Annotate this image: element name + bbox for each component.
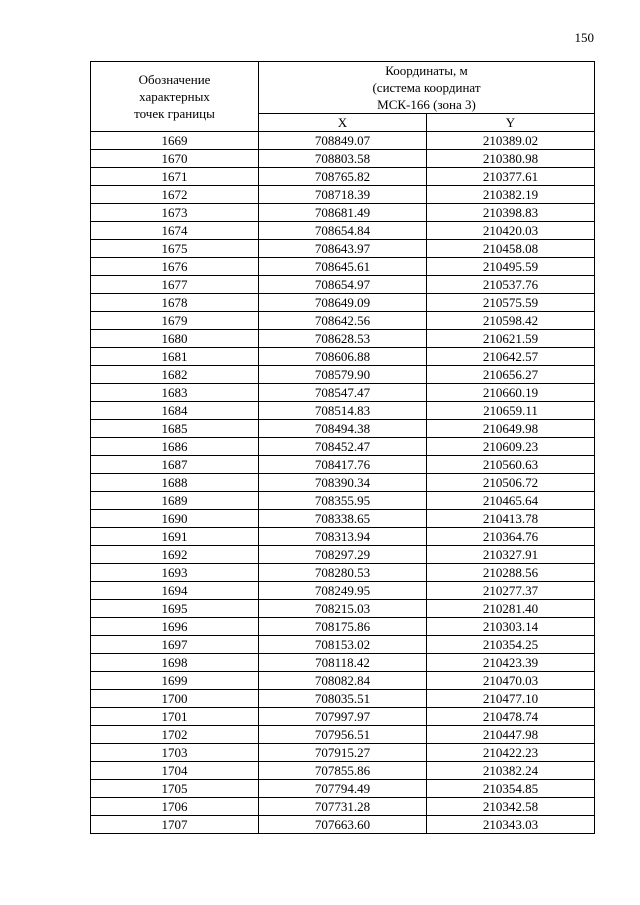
point-id-cell: 1685 <box>91 420 259 438</box>
header-coords-line-1: Координаты, м <box>385 63 468 78</box>
table-row <box>91 528 595 546</box>
point-id-cell: 1678 <box>91 294 259 312</box>
header-coords-line-3: МСК-166 (зона 3) <box>377 97 476 112</box>
y-coordinate-cell: 210354.85 <box>427 780 595 798</box>
y-coordinate-cell: 210649.98 <box>427 420 595 438</box>
point-id-cell: 1680 <box>91 330 259 348</box>
y-coordinate-cell: 210477.10 <box>427 690 595 708</box>
point-id-cell: 1686 <box>91 438 259 456</box>
x-coordinate-cell: 708649.09 <box>259 294 427 312</box>
x-coordinate-cell: 708494.38 <box>259 420 427 438</box>
x-coordinate-cell: 708803.58 <box>259 150 427 168</box>
y-coordinate-cell: 210303.14 <box>427 618 595 636</box>
x-coordinate-cell: 708765.82 <box>259 168 427 186</box>
table-row <box>91 294 595 312</box>
point-id-cell: 1699 <box>91 672 259 690</box>
table-row <box>91 492 595 510</box>
y-coordinate-cell: 210537.76 <box>427 276 595 294</box>
table-row <box>91 636 595 654</box>
y-coordinate-cell: 210423.39 <box>427 654 595 672</box>
point-id-cell: 1696 <box>91 618 259 636</box>
y-coordinate-cell: 210288.56 <box>427 564 595 582</box>
table-row <box>91 186 595 204</box>
point-id-cell: 1684 <box>91 402 259 420</box>
point-id-cell: 1679 <box>91 312 259 330</box>
table-row <box>91 240 595 258</box>
x-coordinate-cell: 708390.34 <box>259 474 427 492</box>
point-id-cell: 1683 <box>91 384 259 402</box>
y-coordinate-cell: 210342.58 <box>427 798 595 816</box>
point-id-cell: 1671 <box>91 168 259 186</box>
table-row <box>91 258 595 276</box>
table-row <box>91 762 595 780</box>
point-id-cell: 1693 <box>91 564 259 582</box>
point-id-cell: 1677 <box>91 276 259 294</box>
x-coordinate-cell: 708082.84 <box>259 672 427 690</box>
table-header <box>91 62 595 132</box>
point-id-cell: 1692 <box>91 546 259 564</box>
table-row <box>91 726 595 744</box>
x-coordinate-cell: 708280.53 <box>259 564 427 582</box>
y-coordinate-cell: 210382.19 <box>427 186 595 204</box>
x-coordinate-cell: 708654.97 <box>259 276 427 294</box>
y-coordinate-cell: 210447.98 <box>427 726 595 744</box>
table-row <box>91 330 595 348</box>
point-id-cell: 1681 <box>91 348 259 366</box>
table-row <box>91 204 595 222</box>
x-coordinate-cell: 708313.94 <box>259 528 427 546</box>
point-id-cell: 1674 <box>91 222 259 240</box>
x-coordinate-cell: 708514.83 <box>259 402 427 420</box>
point-id-cell: 1688 <box>91 474 259 492</box>
x-coordinate-cell: 708355.95 <box>259 492 427 510</box>
y-coordinate-cell: 210380.98 <box>427 150 595 168</box>
point-id-cell: 1702 <box>91 726 259 744</box>
table-body <box>91 132 595 834</box>
point-id-cell: 1707 <box>91 816 259 834</box>
table-row <box>91 168 595 186</box>
y-coordinate-cell: 210506.72 <box>427 474 595 492</box>
x-coordinate-cell: 707956.51 <box>259 726 427 744</box>
y-coordinate-cell: 210377.61 <box>427 168 595 186</box>
y-coordinate-cell: 210575.59 <box>427 294 595 312</box>
point-id-cell: 1701 <box>91 708 259 726</box>
point-id-cell: 1697 <box>91 636 259 654</box>
x-coordinate-cell: 708547.47 <box>259 384 427 402</box>
header-points-cell <box>91 62 259 132</box>
header-points-line-1: Обозначение <box>138 72 211 87</box>
x-coordinate-cell: 708417.76 <box>259 456 427 474</box>
point-id-cell: 1704 <box>91 762 259 780</box>
x-coordinate-cell: 708718.39 <box>259 186 427 204</box>
x-coordinate-cell: 708249.95 <box>259 582 427 600</box>
y-coordinate-cell: 210465.64 <box>427 492 595 510</box>
point-id-cell: 1705 <box>91 780 259 798</box>
x-coordinate-cell: 708338.65 <box>259 510 427 528</box>
y-coordinate-cell: 210413.78 <box>427 510 595 528</box>
x-coordinate-cell: 707794.49 <box>259 780 427 798</box>
y-coordinate-cell: 210478.74 <box>427 708 595 726</box>
table-row <box>91 510 595 528</box>
point-id-cell: 1706 <box>91 798 259 816</box>
table-row <box>91 546 595 564</box>
x-coordinate-cell: 708643.97 <box>259 240 427 258</box>
y-coordinate-cell: 210621.59 <box>427 330 595 348</box>
table-row <box>91 222 595 240</box>
table-row <box>91 600 595 618</box>
x-coordinate-cell: 708297.29 <box>259 546 427 564</box>
table-row <box>91 420 595 438</box>
y-coordinate-cell: 210398.83 <box>427 204 595 222</box>
header-points-line-3: точек границы <box>134 106 215 121</box>
table-row <box>91 582 595 600</box>
y-coordinate-cell: 210354.25 <box>427 636 595 654</box>
header-points-line-2: характерных <box>139 89 210 104</box>
y-coordinate-cell: 210422.23 <box>427 744 595 762</box>
x-coordinate-cell: 708606.88 <box>259 348 427 366</box>
y-coordinate-cell: 210364.76 <box>427 528 595 546</box>
x-coordinate-cell: 708628.53 <box>259 330 427 348</box>
table-row <box>91 456 595 474</box>
point-id-cell: 1698 <box>91 654 259 672</box>
header-row-top <box>91 62 595 114</box>
table-row <box>91 402 595 420</box>
y-coordinate-cell: 210659.11 <box>427 402 595 420</box>
y-coordinate-cell: 210642.57 <box>427 348 595 366</box>
x-coordinate-cell: 708153.02 <box>259 636 427 654</box>
table-row <box>91 690 595 708</box>
table-row <box>91 438 595 456</box>
y-coordinate-cell: 210343.03 <box>427 816 595 834</box>
x-coordinate-cell: 708035.51 <box>259 690 427 708</box>
point-id-cell: 1672 <box>91 186 259 204</box>
y-coordinate-cell: 210277.37 <box>427 582 595 600</box>
y-coordinate-cell: 210598.42 <box>427 312 595 330</box>
y-coordinate-cell: 210281.40 <box>427 600 595 618</box>
y-coordinate-cell: 210656.27 <box>427 366 595 384</box>
table-row <box>91 564 595 582</box>
point-id-cell: 1703 <box>91 744 259 762</box>
x-coordinate-cell: 708849.07 <box>259 132 427 150</box>
point-id-cell: 1691 <box>91 528 259 546</box>
x-coordinate-cell: 708118.42 <box>259 654 427 672</box>
table-row <box>91 384 595 402</box>
x-coordinate-cell: 708642.56 <box>259 312 427 330</box>
table-row <box>91 654 595 672</box>
point-id-cell: 1682 <box>91 366 259 384</box>
table-row <box>91 276 595 294</box>
table-row <box>91 708 595 726</box>
point-id-cell: 1690 <box>91 510 259 528</box>
x-coordinate-cell: 707915.27 <box>259 744 427 762</box>
table-row <box>91 672 595 690</box>
header-x: X <box>259 114 427 132</box>
table-row <box>91 150 595 168</box>
y-coordinate-cell: 210495.59 <box>427 258 595 276</box>
y-coordinate-cell: 210458.08 <box>427 240 595 258</box>
x-coordinate-cell: 707855.86 <box>259 762 427 780</box>
table-row <box>91 132 595 150</box>
point-id-cell: 1700 <box>91 690 259 708</box>
table-row <box>91 474 595 492</box>
point-id-cell: 1676 <box>91 258 259 276</box>
point-id-cell: 1669 <box>91 132 259 150</box>
x-coordinate-cell: 707997.97 <box>259 708 427 726</box>
point-id-cell: 1687 <box>91 456 259 474</box>
table-row <box>91 312 595 330</box>
y-coordinate-cell: 210560.63 <box>427 456 595 474</box>
table-row <box>91 780 595 798</box>
point-id-cell: 1689 <box>91 492 259 510</box>
point-id-cell: 1675 <box>91 240 259 258</box>
x-coordinate-cell: 708215.03 <box>259 600 427 618</box>
y-coordinate-cell: 210420.03 <box>427 222 595 240</box>
table-row <box>91 618 595 636</box>
y-coordinate-cell: 210609.23 <box>427 438 595 456</box>
header-y: Y <box>427 114 595 132</box>
y-coordinate-cell: 210389.02 <box>427 132 595 150</box>
point-id-cell: 1694 <box>91 582 259 600</box>
x-coordinate-cell: 708579.90 <box>259 366 427 384</box>
y-coordinate-cell: 210327.91 <box>427 546 595 564</box>
x-coordinate-cell: 708654.84 <box>259 222 427 240</box>
x-coordinate-cell: 708681.49 <box>259 204 427 222</box>
x-coordinate-cell: 708175.86 <box>259 618 427 636</box>
y-coordinate-cell: 210660.19 <box>427 384 595 402</box>
y-coordinate-cell: 210382.24 <box>427 762 595 780</box>
x-coordinate-cell: 708452.47 <box>259 438 427 456</box>
table-row <box>91 798 595 816</box>
table-row <box>91 348 595 366</box>
x-coordinate-cell: 707731.28 <box>259 798 427 816</box>
header-coords-line-2: (система координат <box>372 80 481 95</box>
y-coordinate-cell: 210470.03 <box>427 672 595 690</box>
coordinates-table <box>90 61 595 834</box>
point-id-cell: 1670 <box>91 150 259 168</box>
header-coords-cell <box>259 62 595 114</box>
point-id-cell: 1673 <box>91 204 259 222</box>
table-row <box>91 366 595 384</box>
table-row <box>91 816 595 834</box>
point-id-cell: 1695 <box>91 600 259 618</box>
page-number: 150 <box>574 30 594 45</box>
x-coordinate-cell: 708645.61 <box>259 258 427 276</box>
x-coordinate-cell: 707663.60 <box>259 816 427 834</box>
table-row <box>91 744 595 762</box>
